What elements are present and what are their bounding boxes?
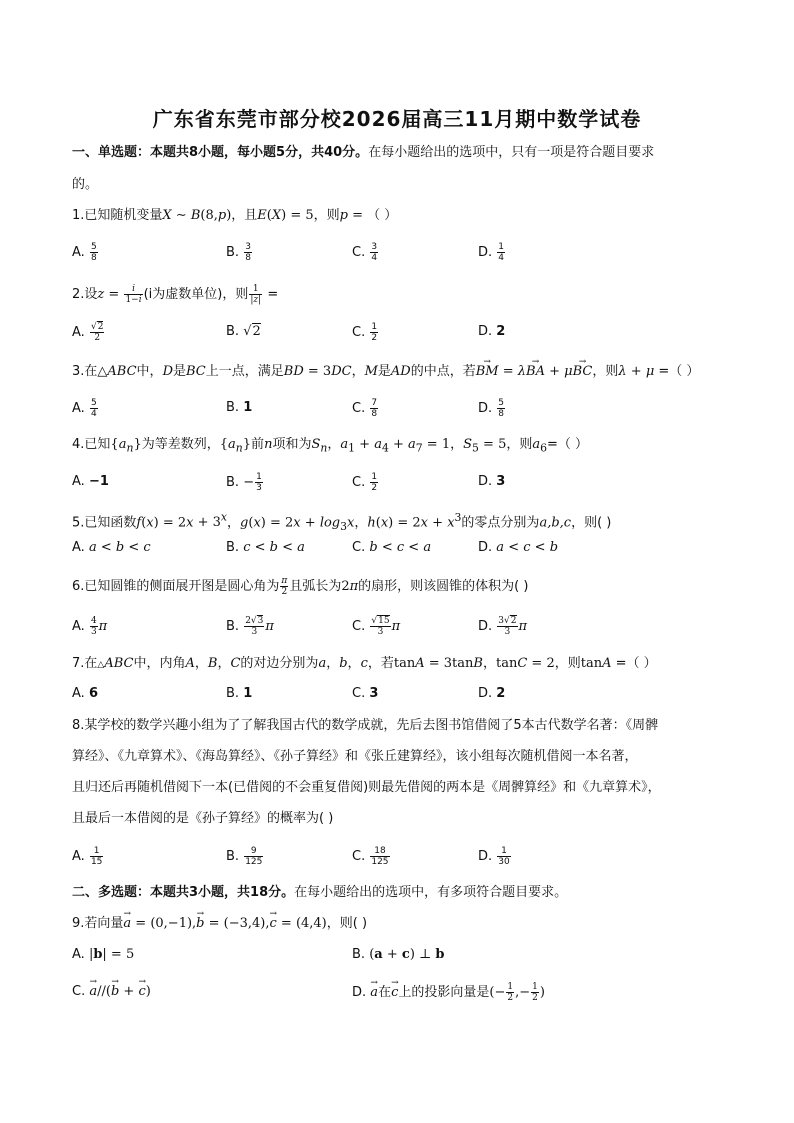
q3-option-a: A. $\frac{5}{4}$ [72, 398, 97, 419]
question-8-line1: 8.某学校的数学兴趣小组为了了解我国古代的数学成就，先后去图书馆借阅了5本古代数学名著：《周髀 [72, 718, 659, 733]
page-title: 广东省东莞市部分校2026届高三11月期中数学试卷 [152, 107, 642, 131]
q1-option-a: A. $\frac{5}{8}$ [72, 242, 97, 263]
q6-option-c: C. $\frac{√15}{3}$ π [352, 616, 401, 637]
question-5: 5.已知函数$f(x) = 2x + 3^x$，$g(x) = 2x + \log_3x$，$h(x) = 2x + x^3$的零点分别为a,b,c，则( ) [72, 511, 612, 533]
q2-option-a: A. $\frac{√2}{2}$ [72, 322, 104, 343]
q5-option-d: D. a < c < b [478, 540, 559, 555]
q6-option-a: A. $\frac{4}{3}$ π [72, 616, 108, 637]
q9-option-a: A. |b| = 5 [72, 947, 135, 962]
section1-line2: 的。 [72, 177, 99, 192]
q2-text: 2.设 [72, 287, 98, 302]
q2-option-d: D. 2 [478, 324, 506, 339]
q1-text: 1.已知随机变量 [72, 208, 163, 223]
q8-option-b: B. $\frac{9}{125}$ [226, 846, 263, 867]
question-2: 2.设z = $\frac{i}{1-i}$ (i为虚数单位)，则 $\frac{1}{|z|}$ = [72, 284, 279, 305]
question-8-line4: 且最后一本借阅的是《孙子算经》的概率为( ) [72, 811, 334, 826]
q5-option-b: B. c < b < a [226, 540, 305, 555]
section2-bold: 二、多选题：本题共3小题，共18分。 [72, 885, 295, 900]
q9-option-d: D. → a在→ c上的投影向量是(− $\frac{1}{2}$ ,− $\frac{1}{2}$ ) [352, 982, 545, 1003]
q8-option-a: A. $\frac{1}{15}$ [72, 846, 103, 867]
question-7: 7.在△ABC中，内角A，B，C的对边分别为a，b，c，若tanA = 3tanB，tanC = 2，则tanA =（ ） [72, 656, 657, 671]
section1-rest: 在每小题给出的选项中，只有一项是符合题目要求 [368, 145, 655, 160]
q2-option-c: C. $\frac{1}{2}$ [352, 322, 378, 343]
question-6: 6.已知圆锥的侧面展开图是圆心角为 $\frac{\pi}{2}$ 且弧长为2π的扇形，则该圆锥的体积为( ) [72, 576, 529, 597]
q5-option-a: A. a < b < c [72, 540, 151, 555]
q3-option-d: D. $\frac{5}{8}$ [478, 398, 505, 419]
question-9: 9.若向量→ a = (0,−1),→ b = (−3,4),→ c = (4,4)，则( ) [72, 914, 367, 934]
section1-bold: 一、单选题：本题共8小题，每小题5分，共40分。 [72, 145, 369, 160]
q2-option-b: B. √2 [226, 324, 261, 339]
q1-text2: ，且 [231, 208, 258, 223]
q8-option-d: D. $\frac{1}{30}$ [478, 846, 510, 867]
q2-tail: = [267, 287, 279, 302]
q1-text3: ，则 [313, 208, 340, 223]
q6-option-d: D. $\frac{3√2}{3}$ π [478, 616, 528, 637]
question-3: 3.在△ABC中，D是BC上一点，满足BD = 3DC，M是AD的中点，若→ BM = λ→ BA + μ→ BC，则λ + μ =（ ） [72, 362, 699, 382]
section2-heading [72, 883, 567, 903]
q7-option-b: B. 1 [226, 686, 253, 701]
question-4: 4.已知$\{a_n\}$为等差数列，$\{a_n\}$前n项和为$S_n$，$a_1 + a_4 + a_7 = 1$，$S_5 = 5$，则$a_6=$（ ） [72, 437, 589, 455]
q7-option-c: C. 3 [352, 686, 379, 701]
q6-option-b: B. $\frac{2√3}{3}$ π [226, 616, 274, 637]
q7-option-a: A. 6 [72, 686, 98, 701]
q5-option-c: C. b < c < a [352, 540, 432, 555]
q4-option-c: C. $\frac{1}{2}$ [352, 472, 378, 493]
q1-tail: （ ） [367, 208, 398, 223]
q8-option-c: C. $\frac{18}{125}$ [352, 846, 389, 867]
q3-option-b: B. 1 [226, 400, 253, 415]
q1-option-b: B. $\frac{3}{8}$ [226, 242, 251, 263]
section1-heading [72, 143, 654, 163]
q4-option-b: B. − $\frac{1}{3}$ [226, 472, 262, 493]
q1-option-d: D. $\frac{1}{4}$ [478, 242, 505, 263]
q4-option-d: D. 3 [478, 474, 506, 489]
question-8-line2: 算经》、《九章算术》、《海岛算经》、《孙子算经》和《张丘建算经》，该小组每次随机借阅一本名著， [72, 749, 638, 764]
q9-option-c: C. → a//(→ b + → c) [72, 982, 151, 1002]
q9-option-b: B. (a + c) ⊥ b [352, 947, 445, 962]
question-1: 1.已知随机变量X ∼ B(8,p)，且E(X) = 5，则p = （ ） [72, 208, 398, 223]
q3-option-c: C. $\frac{7}{8}$ [352, 398, 378, 419]
q1-math1: X ∼ B [162, 208, 201, 223]
section2-rest: 在每小题给出的选项中，有多项符合题目要求。 [294, 885, 568, 900]
q2-text2: (i为虚数单位)，则 [143, 287, 249, 302]
q4-option-a: A. −1 [72, 474, 109, 489]
question-8-line3: 且归还后再随机借阅下一本(已借阅的不会重复借阅)则最先借阅的两本是《周髀算经》和《九章算术》， [72, 780, 661, 795]
q1-option-c: C. $\frac{3}{4}$ [352, 242, 378, 263]
q7-option-d: D. 2 [478, 686, 506, 701]
